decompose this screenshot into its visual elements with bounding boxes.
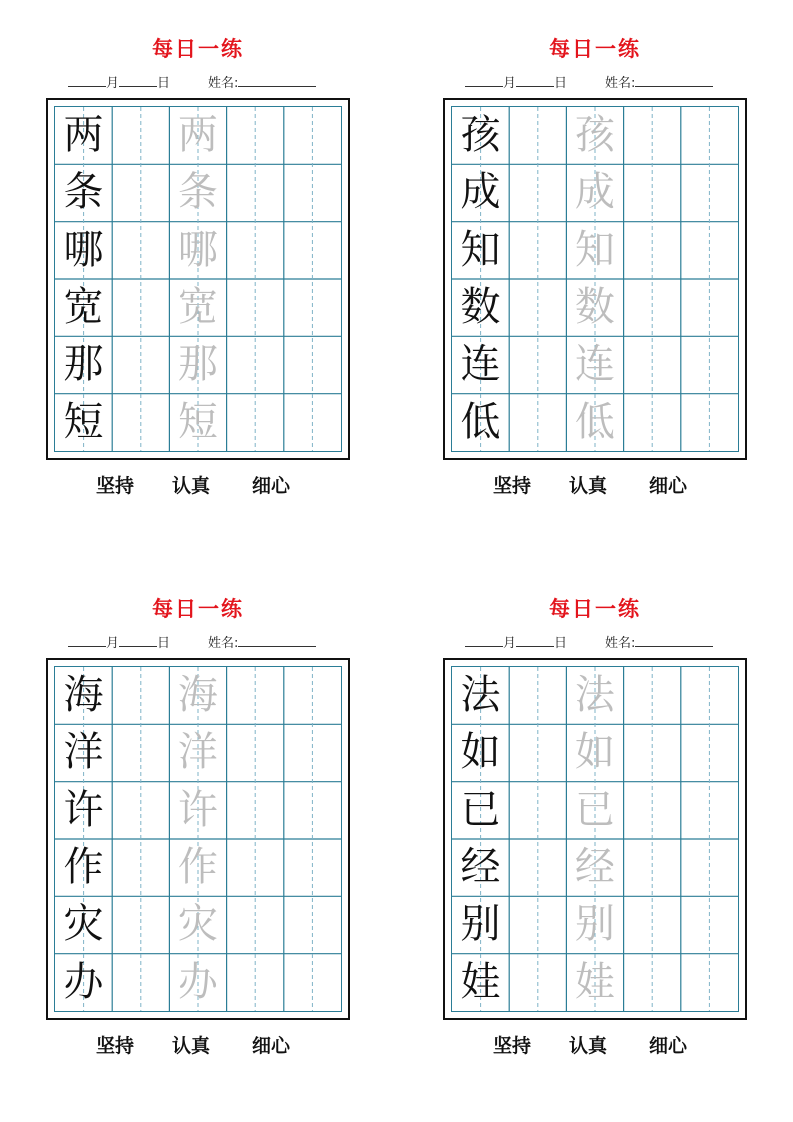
writing-grid-frame (46, 98, 350, 460)
grid-row (55, 336, 341, 393)
motto-line (443, 474, 747, 498)
model-char: 宽 (63, 284, 104, 330)
grid-row (55, 667, 341, 724)
trace-char: 作 (177, 844, 218, 890)
motto-earnest: 认真 (172, 1035, 211, 1057)
model-char: 两 (63, 112, 104, 158)
trace-char: 哪 (177, 226, 218, 273)
grid-row (452, 394, 738, 451)
model-char: 作 (63, 844, 104, 890)
grid-row (55, 279, 341, 336)
month-blank[interactable] (68, 72, 106, 87)
grid-row (55, 954, 341, 1011)
model-char: 许 (63, 786, 104, 833)
trace-char: 两 (177, 112, 218, 158)
sheet-title: 每日一练 (549, 597, 641, 621)
model-char: 成 (460, 169, 501, 216)
date-name-line (68, 72, 354, 90)
grid-row (452, 667, 738, 724)
grid-row (452, 279, 738, 336)
model-char: 娃 (460, 958, 501, 1005)
trace-char: 许 (177, 786, 218, 833)
trace-char: 娃 (574, 958, 615, 1005)
motto-earnest: 认真 (569, 1035, 608, 1057)
motto-line (443, 1034, 747, 1058)
motto-careful: 细心 (649, 1035, 688, 1057)
model-char: 办 (63, 958, 104, 1005)
model-char: 经 (460, 844, 501, 890)
motto-persist: 坚持 (493, 475, 532, 497)
month-blank[interactable] (465, 72, 503, 87)
motto-earnest: 认真 (569, 475, 608, 497)
grid-row (55, 839, 341, 896)
grid-row (452, 336, 738, 393)
month-blank[interactable] (465, 632, 503, 647)
trace-char: 灾 (177, 901, 218, 948)
model-char: 灾 (63, 901, 104, 948)
motto-line (46, 1034, 350, 1058)
name-label: 姓名: (605, 636, 636, 651)
day-blank[interactable] (119, 632, 157, 647)
month-blank[interactable] (68, 632, 106, 647)
model-char: 那 (63, 341, 104, 388)
model-char: 短 (63, 398, 104, 445)
trace-char: 条 (177, 169, 218, 216)
writing-grid (54, 106, 342, 452)
month-label: 月 (503, 636, 517, 651)
name-blank[interactable] (635, 632, 713, 647)
motto-persist: 坚持 (96, 1035, 135, 1057)
model-char: 别 (460, 901, 501, 948)
trace-char: 办 (177, 958, 218, 1005)
model-char: 哪 (63, 226, 104, 273)
grid-row (452, 724, 738, 781)
day-blank[interactable] (119, 72, 157, 87)
month-label: 月 (106, 76, 120, 91)
month-label: 月 (503, 76, 517, 91)
motto-line (46, 474, 350, 498)
grid-row (55, 896, 341, 953)
writing-grid-frame (443, 98, 747, 460)
day-label: 日 (554, 76, 568, 91)
writing-grid-frame (46, 658, 350, 1020)
grid-row (55, 107, 341, 164)
writing-grid-frame (443, 658, 747, 1020)
model-char: 已 (460, 786, 501, 833)
motto-careful: 细心 (649, 475, 688, 497)
trace-char: 知 (574, 226, 615, 273)
grid-row (452, 782, 738, 839)
trace-char: 宽 (177, 284, 218, 330)
month-label: 月 (106, 636, 120, 651)
grid-row (452, 896, 738, 953)
model-char: 如 (460, 729, 501, 776)
trace-char: 如 (574, 729, 615, 776)
date-name-line (68, 632, 354, 650)
trace-char: 洋 (177, 729, 218, 776)
trace-char: 孩 (574, 112, 615, 158)
trace-char: 法 (574, 672, 615, 718)
trace-char: 别 (574, 901, 615, 948)
trace-char: 连 (574, 341, 615, 388)
grid-row (452, 839, 738, 896)
trace-char: 经 (574, 844, 615, 890)
writing-grid (451, 666, 739, 1012)
model-char: 法 (460, 672, 501, 718)
name-label: 姓名: (208, 76, 239, 91)
motto-persist: 坚持 (96, 475, 135, 497)
motto-careful: 细心 (252, 475, 291, 497)
day-label: 日 (157, 76, 171, 91)
model-char: 低 (460, 398, 501, 445)
date-name-line (465, 72, 751, 90)
grid-row (55, 782, 341, 839)
day-blank[interactable] (516, 72, 554, 87)
trace-char: 短 (177, 398, 218, 445)
writing-grid (54, 666, 342, 1012)
trace-char: 低 (574, 398, 615, 445)
model-char: 连 (460, 341, 501, 388)
trace-char: 数 (574, 284, 615, 330)
trace-char: 成 (574, 169, 615, 216)
day-label: 日 (554, 636, 568, 651)
sheet-title: 每日一练 (152, 37, 244, 61)
model-char: 海 (63, 672, 104, 718)
writing-grid (451, 106, 739, 452)
model-char: 孩 (460, 112, 501, 158)
name-label: 姓名: (208, 636, 239, 651)
date-name-line (465, 632, 751, 650)
model-char: 洋 (63, 729, 104, 776)
name-blank[interactable] (635, 72, 713, 87)
day-blank[interactable] (516, 632, 554, 647)
motto-careful: 细心 (252, 1035, 291, 1057)
trace-char: 已 (574, 786, 615, 833)
model-char: 知 (460, 226, 501, 273)
day-label: 日 (157, 636, 171, 651)
sheet-title: 每日一练 (549, 37, 641, 61)
trace-char: 那 (177, 341, 218, 388)
sheet-title: 每日一练 (152, 597, 244, 621)
name-label: 姓名: (605, 76, 636, 91)
model-char: 条 (63, 169, 104, 216)
name-blank[interactable] (238, 72, 316, 87)
grid-row (55, 164, 341, 221)
model-char: 数 (460, 284, 501, 330)
trace-char: 海 (177, 672, 218, 718)
name-blank[interactable] (238, 632, 316, 647)
grid-row (55, 724, 341, 781)
grid-row (452, 164, 738, 221)
motto-earnest: 认真 (172, 475, 211, 497)
grid-row (55, 394, 341, 451)
grid-row (452, 222, 738, 279)
grid-row (452, 107, 738, 164)
motto-persist: 坚持 (493, 1035, 532, 1057)
grid-row (55, 222, 341, 279)
grid-row (452, 954, 738, 1011)
